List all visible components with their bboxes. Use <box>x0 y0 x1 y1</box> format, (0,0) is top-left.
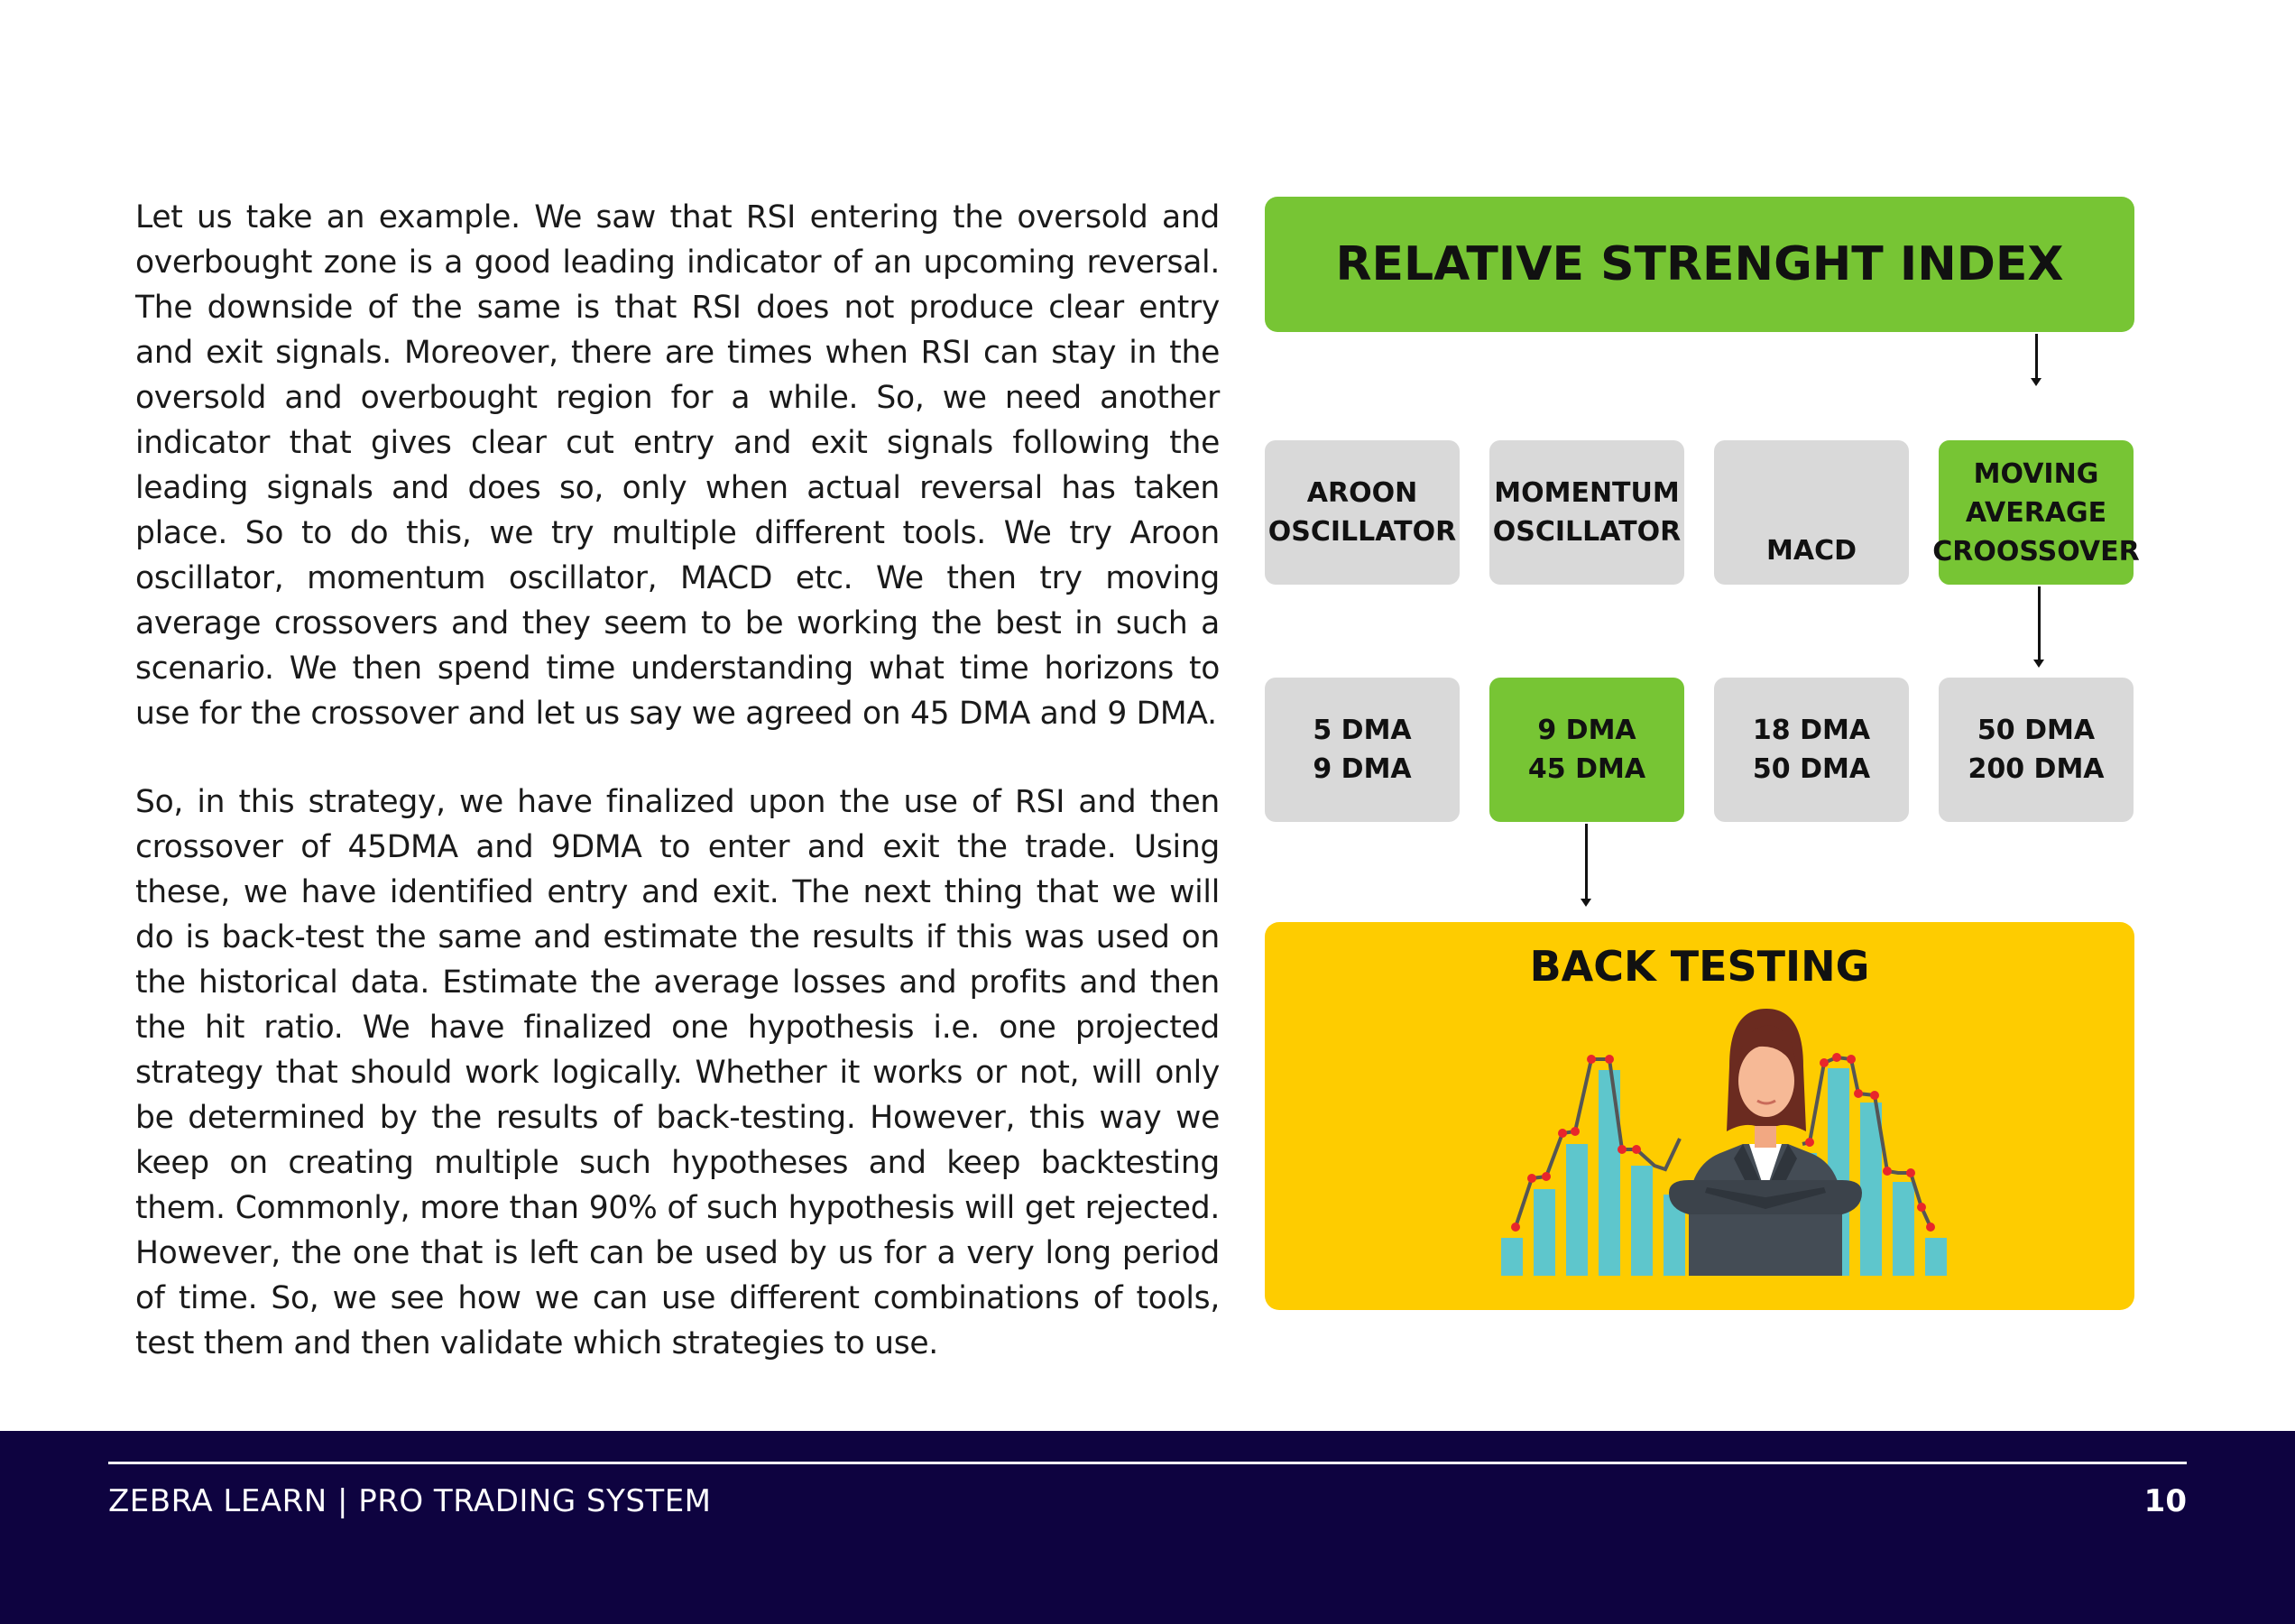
footer-divider <box>108 1462 2187 1464</box>
tool-aroon-oscillator: AROON OSCILLATOR <box>1265 440 1460 585</box>
tool-moving-average-crossover: MOVING AVERAGE CROOSSOVER <box>1939 440 2134 585</box>
arrow-rsi-to-ma <box>2035 334 2038 381</box>
tool-macd: MACD <box>1714 440 1909 585</box>
rsi-box: RELATIVE STRENGHT INDEX <box>1265 197 2134 332</box>
paragraph-1: Let us take an example. We saw that RSI entering the oversold and overbought zone is a good leading indicator of an upcoming reversal. The downside of the same is that RSI does not produce clear entry and exit signals. Moreover, there are times when RSI can stay in the oversold and overbought region for a while. So, we need another indicator that gives clear cut entry and exit signals following the leading signals and does so, only when actual reversal has taken place. So to do this, we try multiple different tools. We try Aroon oscillator, momentum oscillator, MACD etc. We then try moving average crossovers and they seem to be working the best in such a scenario. We then spend time understanding what time horizons to use for the crossover and let us say we agreed on 45 DMA and 9 DMA. <box>135 199 1220 732</box>
arrow-ma-to-dma <box>2038 586 2041 662</box>
back-testing-illustration <box>1265 922 2134 1310</box>
arrow-dma-to-backtest <box>1585 824 1588 901</box>
paragraph-2: So, in this strategy, we have finalized upon the use of RSI and then crossover of 45DMA and 9DMA to enter and exit the trade. Using these, we have identified entry and exit. The next thing that we will do is back-test the same and estimate the results if this was used on the historical data. Estimate the average losses and profits and then the hit ratio. We have finalized one hypothesis i.e. one projected strategy that should work logically. Whether it works or not, will only be determined by the results of back-testing. However, this way we keep on creating multiple such hypotheses and keep backtesting them. Commonly, more than 90% of such hypothesis will get rejected. However, the one that is left can be used by us for a very long period of time. So, we see how we can use different combinations of tools, test them and then validate which strategies to use. <box>135 784 1220 1361</box>
footer <box>0 1431 2295 1624</box>
back-testing-box <box>1265 922 2134 1310</box>
body-text <box>135 195 1220 1366</box>
dma-50-200: 50 DMA 200 DMA <box>1939 678 2134 822</box>
footer-brand: ZEBRA LEARN | PRO TRADING SYSTEM <box>108 1483 712 1519</box>
dma-18-50: 18 DMA 50 DMA <box>1714 678 1909 822</box>
strategy-flow-diagram <box>1263 195 2140 1314</box>
dma-5-9: 5 DMA 9 DMA <box>1265 678 1460 822</box>
dma-9-45: 9 DMA 45 DMA <box>1489 678 1684 822</box>
back-testing-title: BACK TESTING <box>1529 942 1870 991</box>
page-number: 10 <box>2143 1483 2187 1519</box>
tool-momentum-oscillator: MOMENTUM OSCILLATOR <box>1489 440 1684 585</box>
